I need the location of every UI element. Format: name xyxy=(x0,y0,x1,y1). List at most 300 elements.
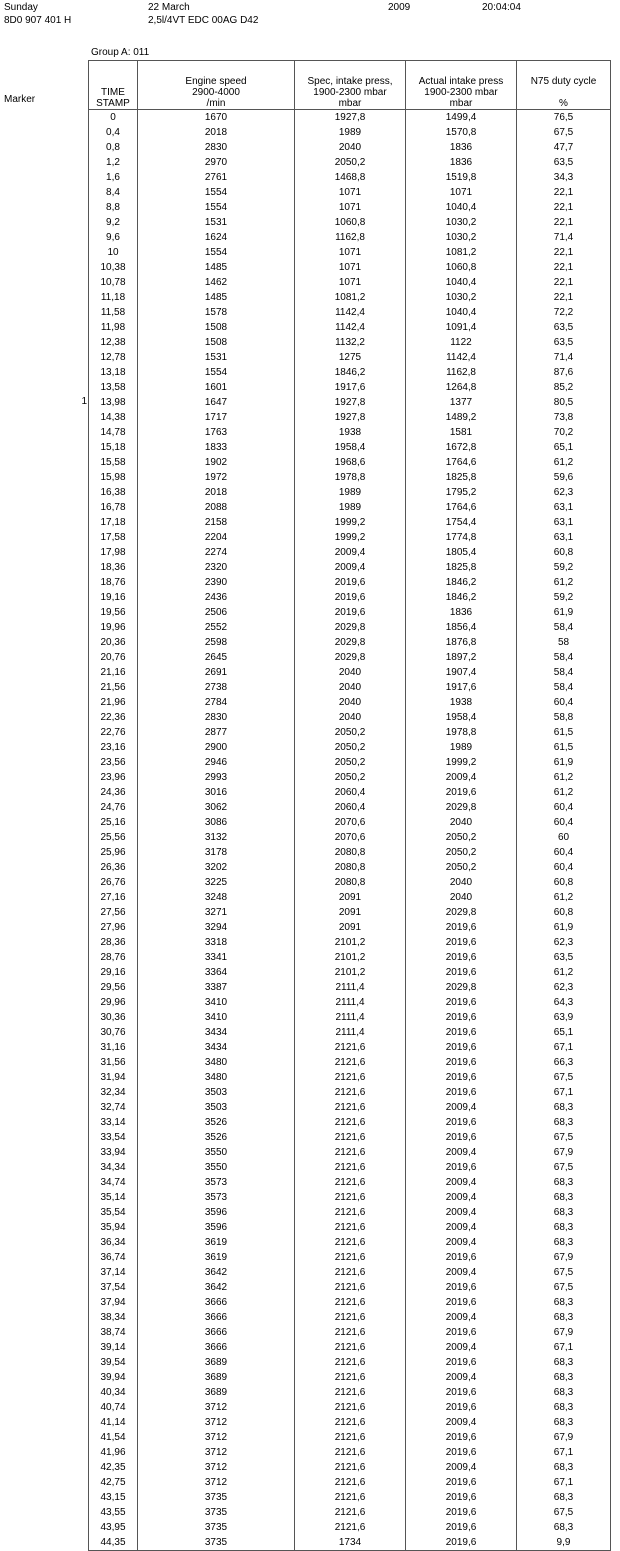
spec-intake-press-cell: 2121,6 xyxy=(295,1490,406,1505)
n75-duty-cycle-cell: 61,2 xyxy=(517,770,611,785)
actual-intake-press-cell: 2040 xyxy=(406,890,517,905)
header-line: Spec, intake press, xyxy=(307,76,393,87)
engine-speed-cell: 3178 xyxy=(138,845,295,860)
table-row xyxy=(89,1010,611,1025)
spec-intake-press-cell: 2121,6 xyxy=(295,1130,406,1145)
spec-intake-press-cell: 2050,2 xyxy=(295,755,406,770)
time-stamp-cell: 15,98 xyxy=(89,470,138,485)
engine-speed-cell: 1554 xyxy=(138,245,295,260)
actual-intake-press-cell: 2019,6 xyxy=(406,785,517,800)
actual-intake-press-cell: 2019,6 xyxy=(406,1160,517,1175)
engine-speed-cell: 3666 xyxy=(138,1340,295,1355)
actual-intake-press-cell: 1774,8 xyxy=(406,530,517,545)
table-row xyxy=(89,665,611,680)
spec-intake-press-cell: 2111,4 xyxy=(295,980,406,995)
spec-intake-press-cell: 2050,2 xyxy=(295,770,406,785)
actual-intake-press-cell: 1060,8 xyxy=(406,260,517,275)
engine-speed-cell: 3596 xyxy=(138,1205,295,1220)
time-stamp-cell: 16,78 xyxy=(89,500,138,515)
table-row xyxy=(89,290,611,305)
table-row xyxy=(89,1040,611,1055)
n75-duty-cycle-cell: 61,5 xyxy=(517,725,611,740)
time-stamp-cell: 39,14 xyxy=(89,1340,138,1355)
time-stamp-cell: 18,76 xyxy=(89,575,138,590)
engine-speed-cell: 1624 xyxy=(138,230,295,245)
engine-speed-cell: 1578 xyxy=(138,305,295,320)
time-stamp-cell: 33,14 xyxy=(89,1115,138,1130)
actual-intake-press-cell: 2009,4 xyxy=(406,1220,517,1235)
table-row xyxy=(89,1115,611,1130)
actual-intake-press-cell: 1081,2 xyxy=(406,245,517,260)
time-stamp-cell: 29,16 xyxy=(89,965,138,980)
n75-duty-cycle-cell: 67,9 xyxy=(517,1430,611,1445)
spec-intake-press-cell: 2080,8 xyxy=(295,875,406,890)
engine-speed-cell: 1902 xyxy=(138,455,295,470)
spec-intake-press-cell: 1142,4 xyxy=(295,320,406,335)
time-stamp-cell: 38,74 xyxy=(89,1325,138,1340)
table-row xyxy=(89,380,611,395)
table-row xyxy=(89,620,611,635)
table-row xyxy=(89,1325,611,1340)
n75-duty-cycle-cell: 67,1 xyxy=(517,1040,611,1055)
table-row xyxy=(89,1475,611,1490)
engine-speed-cell: 1554 xyxy=(138,185,295,200)
engine-speed-cell: 3016 xyxy=(138,785,295,800)
table-row xyxy=(89,1055,611,1070)
table-row xyxy=(89,920,611,935)
time-stamp-cell: 25,96 xyxy=(89,845,138,860)
engine-speed-cell: 2436 xyxy=(138,590,295,605)
actual-intake-press-cell: 1825,8 xyxy=(406,560,517,575)
engine-speed-cell: 1670 xyxy=(138,110,295,126)
time-stamp-cell: 15,58 xyxy=(89,455,138,470)
n75-duty-cycle-cell: 61,2 xyxy=(517,575,611,590)
spec-intake-press-cell: 1927,8 xyxy=(295,395,406,410)
n75-duty-cycle-cell: 58,4 xyxy=(517,620,611,635)
spec-intake-press-cell: 2121,6 xyxy=(295,1520,406,1535)
actual-intake-press-cell: 2009,4 xyxy=(406,1175,517,1190)
n75-duty-cycle-cell: 70,2 xyxy=(517,425,611,440)
time-stamp-cell: 39,94 xyxy=(89,1370,138,1385)
n75-duty-cycle-cell: 58,4 xyxy=(517,650,611,665)
engine-speed-cell: 3712 xyxy=(138,1400,295,1415)
engine-speed-cell: 2830 xyxy=(138,710,295,725)
engine-speed-cell: 3712 xyxy=(138,1430,295,1445)
engine-speed-cell: 3526 xyxy=(138,1115,295,1130)
engine-speed-cell: 1833 xyxy=(138,440,295,455)
spec-intake-press-cell: 1989 xyxy=(295,500,406,515)
spec-intake-press-cell: 2070,6 xyxy=(295,815,406,830)
engine-speed-cell: 2691 xyxy=(138,665,295,680)
actual-intake-press-cell: 1499,4 xyxy=(406,110,517,126)
table-row xyxy=(89,800,611,815)
n75-duty-cycle-cell: 68,3 xyxy=(517,1460,611,1475)
actual-intake-press-cell: 2009,4 xyxy=(406,1370,517,1385)
table-row xyxy=(89,755,611,770)
actual-intake-press-cell: 2009,4 xyxy=(406,1415,517,1430)
actual-intake-press-cell: 2019,6 xyxy=(406,1355,517,1370)
time-stamp-cell: 32,34 xyxy=(89,1085,138,1100)
table-row xyxy=(89,995,611,1010)
spec-intake-press-cell: 2111,4 xyxy=(295,995,406,1010)
table-row xyxy=(89,155,611,170)
time-stamp-cell: 36,34 xyxy=(89,1235,138,1250)
actual-intake-press-cell: 2019,6 xyxy=(406,1085,517,1100)
actual-intake-press-cell: 2050,2 xyxy=(406,860,517,875)
actual-intake-press-cell: 2019,6 xyxy=(406,1130,517,1145)
date-label: 22 March xyxy=(148,2,190,13)
time-stamp-cell: 12,38 xyxy=(89,335,138,350)
engine-speed-cell: 2088 xyxy=(138,500,295,515)
spec-intake-press-cell: 2121,6 xyxy=(295,1370,406,1385)
n75-duty-cycle-cell: 60,4 xyxy=(517,800,611,815)
header-line xyxy=(517,87,610,98)
n75-duty-cycle-cell: 61,9 xyxy=(517,920,611,935)
engine-speed-cell: 3271 xyxy=(138,905,295,920)
table-row xyxy=(89,125,611,140)
n75-duty-cycle-cell: 68,3 xyxy=(517,1385,611,1400)
actual-intake-press-cell: 2019,6 xyxy=(406,1040,517,1055)
engine-speed-cell: 3202 xyxy=(138,860,295,875)
table-row xyxy=(89,365,611,380)
spec-intake-press-cell: 2121,6 xyxy=(295,1145,406,1160)
table-row xyxy=(89,1025,611,1040)
n75-duty-cycle-cell: 61,9 xyxy=(517,755,611,770)
table-row xyxy=(89,470,611,485)
spec-intake-press-cell: 1917,6 xyxy=(295,380,406,395)
actual-intake-press-cell: 2009,4 xyxy=(406,1340,517,1355)
actual-intake-press-cell: 1917,6 xyxy=(406,680,517,695)
marker-column-label: Marker xyxy=(4,94,36,105)
time-stamp-cell: 21,16 xyxy=(89,665,138,680)
table-row xyxy=(89,110,611,126)
actual-intake-press-cell: 1999,2 xyxy=(406,755,517,770)
engine-speed-cell: 1554 xyxy=(138,200,295,215)
time-stamp-cell: 35,94 xyxy=(89,1220,138,1235)
engine-speed-cell: 3712 xyxy=(138,1475,295,1490)
time-stamp-cell: 19,96 xyxy=(89,620,138,635)
time-stamp-cell: 37,54 xyxy=(89,1280,138,1295)
spec-intake-press-cell: 2121,6 xyxy=(295,1325,406,1340)
n75-duty-cycle-cell: 63,1 xyxy=(517,530,611,545)
spec-intake-press-cell: 1081,2 xyxy=(295,290,406,305)
table-row xyxy=(89,245,611,260)
n75-duty-cycle-cell: 67,5 xyxy=(517,1160,611,1175)
time-stamp-cell: 21,96 xyxy=(89,695,138,710)
n75-duty-cycle-cell: 60,4 xyxy=(517,845,611,860)
n75-duty-cycle-cell: 76,5 xyxy=(517,110,611,126)
spec-intake-press-cell: 2121,6 xyxy=(295,1100,406,1115)
actual-intake-press-cell: 2019,6 xyxy=(406,920,517,935)
engine-speed-cell: 3132 xyxy=(138,830,295,845)
table-row xyxy=(89,485,611,500)
time-stamp-cell: 28,36 xyxy=(89,935,138,950)
n75-duty-cycle-cell: 58,8 xyxy=(517,710,611,725)
time-label: 20:04:04 xyxy=(482,2,521,13)
time-stamp-cell: 35,14 xyxy=(89,1190,138,1205)
actual-intake-press-cell: 2019,6 xyxy=(406,1325,517,1340)
actual-intake-press-cell: 2019,6 xyxy=(406,995,517,1010)
n75-duty-cycle-cell: 64,3 xyxy=(517,995,611,1010)
time-stamp-cell: 17,98 xyxy=(89,545,138,560)
engine-speed-cell: 3364 xyxy=(138,965,295,980)
engine-speed-cell: 3666 xyxy=(138,1325,295,1340)
engine-speed-cell: 1647 xyxy=(138,395,295,410)
time-stamp-cell: 1,6 xyxy=(89,170,138,185)
table-row xyxy=(89,170,611,185)
n75-duty-cycle-cell: 22,1 xyxy=(517,260,611,275)
time-stamp-cell: 43,95 xyxy=(89,1520,138,1535)
n75-duty-cycle-cell: 67,9 xyxy=(517,1250,611,1265)
spec-intake-press-cell: 2019,6 xyxy=(295,590,406,605)
time-stamp-cell: 29,96 xyxy=(89,995,138,1010)
engine-speed-cell: 1485 xyxy=(138,290,295,305)
time-stamp-cell: 29,56 xyxy=(89,980,138,995)
engine-speed-cell: 1531 xyxy=(138,350,295,365)
time-stamp-cell: 23,96 xyxy=(89,770,138,785)
actual-intake-press-cell: 2019,6 xyxy=(406,1250,517,1265)
time-stamp-cell: 43,55 xyxy=(89,1505,138,1520)
engine-speed-cell: 3573 xyxy=(138,1190,295,1205)
actual-intake-press-cell: 1570,8 xyxy=(406,125,517,140)
n75-duty-cycle-cell: 62,3 xyxy=(517,935,611,950)
n75-duty-cycle-cell: 47,7 xyxy=(517,140,611,155)
spec-intake-press-cell: 2121,6 xyxy=(295,1040,406,1055)
engine-speed-cell: 2645 xyxy=(138,650,295,665)
engine-speed-cell: 3712 xyxy=(138,1445,295,1460)
actual-intake-press-cell: 2040 xyxy=(406,875,517,890)
time-stamp-cell: 11,58 xyxy=(89,305,138,320)
spec-intake-press-cell: 2029,8 xyxy=(295,635,406,650)
engine-speed-cell: 3526 xyxy=(138,1130,295,1145)
actual-intake-press-cell: 2019,6 xyxy=(406,1430,517,1445)
time-stamp-cell: 15,18 xyxy=(89,440,138,455)
spec-intake-press-cell: 2121,6 xyxy=(295,1460,406,1475)
group-label: Group A: 011 xyxy=(91,47,150,58)
spec-intake-press-cell: 1927,8 xyxy=(295,110,406,126)
n75-duty-cycle-cell: 22,1 xyxy=(517,245,611,260)
spec-intake-press-cell: 2060,4 xyxy=(295,785,406,800)
engine-speed-cell: 3550 xyxy=(138,1160,295,1175)
header-line: mbar xyxy=(449,98,473,109)
engine-speed-cell: 3225 xyxy=(138,875,295,890)
actual-intake-press-cell: 2019,6 xyxy=(406,1115,517,1130)
table-row xyxy=(89,1355,611,1370)
spec-intake-press-cell: 2121,6 xyxy=(295,1235,406,1250)
table-row xyxy=(89,770,611,785)
n75-duty-cycle-cell: 60,4 xyxy=(517,695,611,710)
actual-intake-press-cell: 2019,6 xyxy=(406,1385,517,1400)
table-body xyxy=(89,110,611,1551)
actual-intake-press-cell: 1071 xyxy=(406,185,517,200)
column-header-row xyxy=(89,61,611,110)
n75-duty-cycle-cell: 61,9 xyxy=(517,605,611,620)
header-line: /min xyxy=(206,98,226,109)
table-row xyxy=(89,575,611,590)
table-row xyxy=(89,395,611,410)
spec-intake-press-cell: 2019,6 xyxy=(295,605,406,620)
time-stamp-cell: 31,56 xyxy=(89,1055,138,1070)
time-stamp-cell: 0,8 xyxy=(89,140,138,155)
actual-intake-press-cell: 1040,4 xyxy=(406,275,517,290)
n75-duty-cycle-cell: 71,4 xyxy=(517,230,611,245)
table-row xyxy=(89,1145,611,1160)
time-stamp-cell: 1,2 xyxy=(89,155,138,170)
time-stamp-cell: 21,56 xyxy=(89,680,138,695)
table-row xyxy=(89,785,611,800)
actual-intake-press-cell: 2009,4 xyxy=(406,1190,517,1205)
engine-speed-cell: 1508 xyxy=(138,320,295,335)
spec-intake-press-cell: 2121,6 xyxy=(295,1115,406,1130)
n75-duty-cycle-cell: 61,2 xyxy=(517,785,611,800)
time-stamp-cell: 13,98 xyxy=(89,395,138,410)
actual-intake-press-cell: 1938 xyxy=(406,695,517,710)
time-stamp-cell: 26,76 xyxy=(89,875,138,890)
spec-intake-press-cell: 2121,6 xyxy=(295,1220,406,1235)
n75-duty-cycle-cell: 67,5 xyxy=(517,1265,611,1280)
table-row xyxy=(89,1310,611,1325)
table-row xyxy=(89,530,611,545)
table-row xyxy=(89,1520,611,1535)
time-stamp-cell: 41,96 xyxy=(89,1445,138,1460)
actual-intake-press-cell: 1764,6 xyxy=(406,455,517,470)
time-stamp-cell: 43,15 xyxy=(89,1490,138,1505)
table-row xyxy=(89,185,611,200)
engine-speed-cell: 2390 xyxy=(138,575,295,590)
engine-speed-cell: 1554 xyxy=(138,365,295,380)
table-row xyxy=(89,1265,611,1280)
actual-intake-press-cell: 1040,4 xyxy=(406,200,517,215)
engine-speed-cell: 2598 xyxy=(138,635,295,650)
table-row xyxy=(89,1190,611,1205)
n75-duty-cycle-cell: 65,1 xyxy=(517,440,611,455)
time-stamp-cell: 19,56 xyxy=(89,605,138,620)
spec-intake-press-cell: 2121,6 xyxy=(295,1250,406,1265)
table-row xyxy=(89,545,611,560)
actual-intake-press-cell: 2019,6 xyxy=(406,1295,517,1310)
n75-duty-cycle-cell: 59,6 xyxy=(517,470,611,485)
n75-duty-cycle-cell: 22,1 xyxy=(517,275,611,290)
actual-intake-press-cell: 2009,4 xyxy=(406,1145,517,1160)
spec-intake-press-cell: 1275 xyxy=(295,350,406,365)
spec-intake-press-cell: 2050,2 xyxy=(295,155,406,170)
engine-speed-cell: 2738 xyxy=(138,680,295,695)
time-stamp-cell: 22,76 xyxy=(89,725,138,740)
actual-intake-press-cell: 1795,2 xyxy=(406,485,517,500)
table-row xyxy=(89,935,611,950)
time-stamp-cell: 24,76 xyxy=(89,800,138,815)
n75-duty-cycle-cell: 60,4 xyxy=(517,860,611,875)
engine-speed-cell: 3503 xyxy=(138,1100,295,1115)
table-row xyxy=(89,965,611,980)
engine-speed-cell: 3294 xyxy=(138,920,295,935)
n75-duty-cycle-cell: 67,5 xyxy=(517,1280,611,1295)
table-row xyxy=(89,740,611,755)
spec-intake-press-cell: 2040 xyxy=(295,680,406,695)
n75-duty-cycle-cell: 63,5 xyxy=(517,335,611,350)
actual-intake-press-cell: 2029,8 xyxy=(406,980,517,995)
engine-speed-cell: 3410 xyxy=(138,1010,295,1025)
spec-intake-press-cell: 1989 xyxy=(295,125,406,140)
actual-intake-press-cell: 1091,4 xyxy=(406,320,517,335)
spec-intake-press-cell: 2121,6 xyxy=(295,1355,406,1370)
actual-intake-press-cell: 1754,4 xyxy=(406,515,517,530)
spec-intake-press-cell: 1468,8 xyxy=(295,170,406,185)
engine-speed-cell: 3318 xyxy=(138,935,295,950)
n75-duty-cycle-cell: 67,5 xyxy=(517,125,611,140)
actual-intake-press-cell: 1581 xyxy=(406,425,517,440)
n75-duty-cycle-cell: 67,1 xyxy=(517,1340,611,1355)
engine-speed-cell: 1462 xyxy=(138,275,295,290)
engine-speed-cell: 3341 xyxy=(138,950,295,965)
engine-speed-cell: 3619 xyxy=(138,1235,295,1250)
n75-duty-cycle-cell: 68,3 xyxy=(517,1100,611,1115)
n75-duty-cycle-cell: 68,3 xyxy=(517,1190,611,1205)
time-stamp-cell: 36,74 xyxy=(89,1250,138,1265)
table-row xyxy=(89,650,611,665)
spec-intake-press-cell: 2101,2 xyxy=(295,935,406,950)
time-stamp-cell: 23,56 xyxy=(89,755,138,770)
time-stamp-cell: 10,78 xyxy=(89,275,138,290)
table-row xyxy=(89,1400,611,1415)
day-label: Sunday xyxy=(4,2,38,13)
time-stamp-cell: 30,76 xyxy=(89,1025,138,1040)
spec-intake-press-cell: 1071 xyxy=(295,200,406,215)
n75-duty-cycle-cell: 63,5 xyxy=(517,155,611,170)
actual-intake-press-cell: 1876,8 xyxy=(406,635,517,650)
marker-value: 1 xyxy=(81,396,87,407)
time-stamp-cell: 42,35 xyxy=(89,1460,138,1475)
spec-intake-press-cell: 2121,6 xyxy=(295,1505,406,1520)
engine-speed-header xyxy=(138,61,295,110)
time-stamp-cell: 33,94 xyxy=(89,1145,138,1160)
engine-speed-cell: 1763 xyxy=(138,425,295,440)
actual-intake-press-cell: 2009,4 xyxy=(406,1265,517,1280)
engine-speed-cell: 3689 xyxy=(138,1385,295,1400)
time-stamp-cell: 28,76 xyxy=(89,950,138,965)
time-stamp-cell: 40,74 xyxy=(89,1400,138,1415)
time-stamp-cell: 37,94 xyxy=(89,1295,138,1310)
engine-speed-cell: 3735 xyxy=(138,1505,295,1520)
time-stamp-cell: 9,2 xyxy=(89,215,138,230)
n75-duty-cycle-cell: 67,5 xyxy=(517,1070,611,1085)
table-row xyxy=(89,425,611,440)
time-stamp-cell: 24,36 xyxy=(89,785,138,800)
table-row xyxy=(89,455,611,470)
time-stamp-cell: 41,14 xyxy=(89,1415,138,1430)
n75-duty-cycle-cell: 68,3 xyxy=(517,1220,611,1235)
actual-intake-press-cell: 2019,6 xyxy=(406,935,517,950)
n75-duty-cycle-cell: 67,1 xyxy=(517,1475,611,1490)
table-row xyxy=(89,515,611,530)
time-stamp-cell: 11,98 xyxy=(89,320,138,335)
table-row xyxy=(89,905,611,920)
actual-intake-press-cell: 2019,6 xyxy=(406,1505,517,1520)
actual-intake-press-cell: 2019,6 xyxy=(406,1445,517,1460)
engine-speed-cell: 2970 xyxy=(138,155,295,170)
table-row xyxy=(89,215,611,230)
engine-speed-cell: 3666 xyxy=(138,1295,295,1310)
actual-intake-press-cell: 1040,4 xyxy=(406,305,517,320)
time-stamp-cell: 33,54 xyxy=(89,1130,138,1145)
n75-duty-cycle-cell: 61,5 xyxy=(517,740,611,755)
header-line xyxy=(89,76,137,87)
spec-intake-press-cell: 1071 xyxy=(295,275,406,290)
part-number-label: 8D0 907 401 H xyxy=(4,15,72,26)
n75-duty-cycle-cell: 85,2 xyxy=(517,380,611,395)
engine-speed-cell: 3062 xyxy=(138,800,295,815)
engine-speed-cell: 2877 xyxy=(138,725,295,740)
